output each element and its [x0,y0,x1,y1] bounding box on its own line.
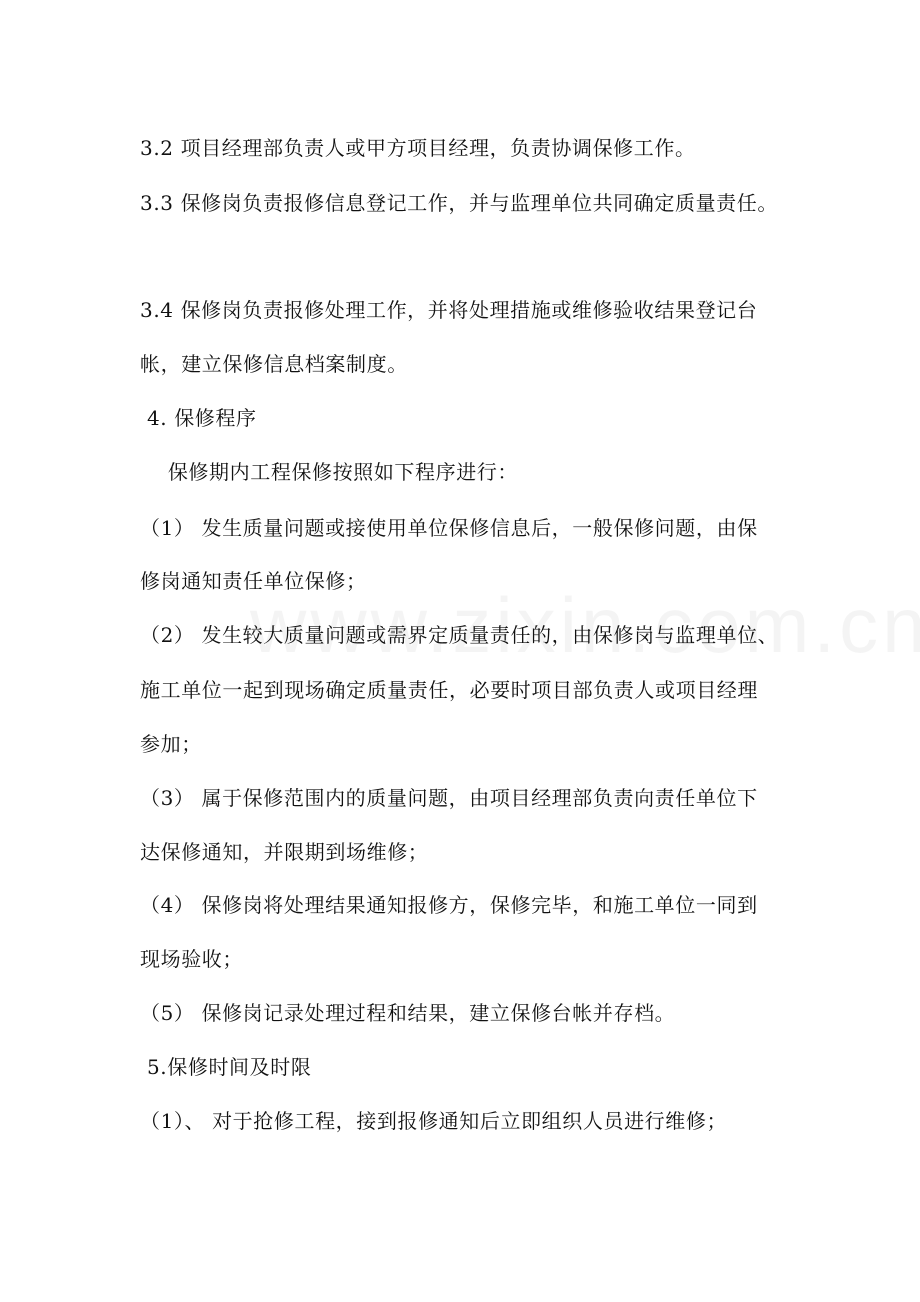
item-3-line-1: （3） 属于保修范围内的质量问题，由项目经理部负责向责任单位下 [140,786,758,810]
section-heading-5: 5.保修时间及时限 [140,1055,312,1079]
item-1-line-2: 修岗通知责任单位保修； [140,569,367,593]
section-heading-4: 4. 保修程序 [140,406,257,430]
item-5: （5） 保修岗记录处理过程和结果，建立保修台帐并存档。 [140,1001,676,1025]
item-4-line-1: （4） 保修岗将处理结果通知报修方，保修完毕，和施工单位一同到 [140,893,758,917]
clause-3-4-line-2: 帐，建立保修信息档案制度。 [140,352,408,376]
section-4-intro: 保修期内工程保修按照如下程序进行： [140,460,519,484]
item-1-line-1: （1） 发生质量问题或接使用单位保修信息后，一般保修问题，由保 [140,516,758,540]
item-2-line-2: 施工单位一起到现场确定质量责任，必要时项目部负责人或项目经理 [140,678,758,702]
item-4-line-2: 现场验收； [140,947,243,971]
item-2-line-3: 参加； [140,732,202,756]
clause-3-4-line-1: 3.4 保修岗负责报修处理工作，并将处理措施或维修验收结果登记台 [140,298,758,322]
item-2-line-1: （2） 发生较大质量问题或需界定质量责任的，由保修岗与监理单位、 [140,623,779,647]
section-5-item-1: （1）、 对于抢修工程，接到报修通知后立即组织人员进行维修； [140,1109,728,1133]
clause-3-3: 3.3 保修岗负责报修信息登记工作，并与监理单位共同确定质量责任。 [140,191,778,215]
item-3-line-2: 达保修通知，并限期到场维修； [140,840,429,864]
clause-3-2: 3.2 项目经理部负责人或甲方项目经理，负责协调保修工作。 [140,136,696,160]
